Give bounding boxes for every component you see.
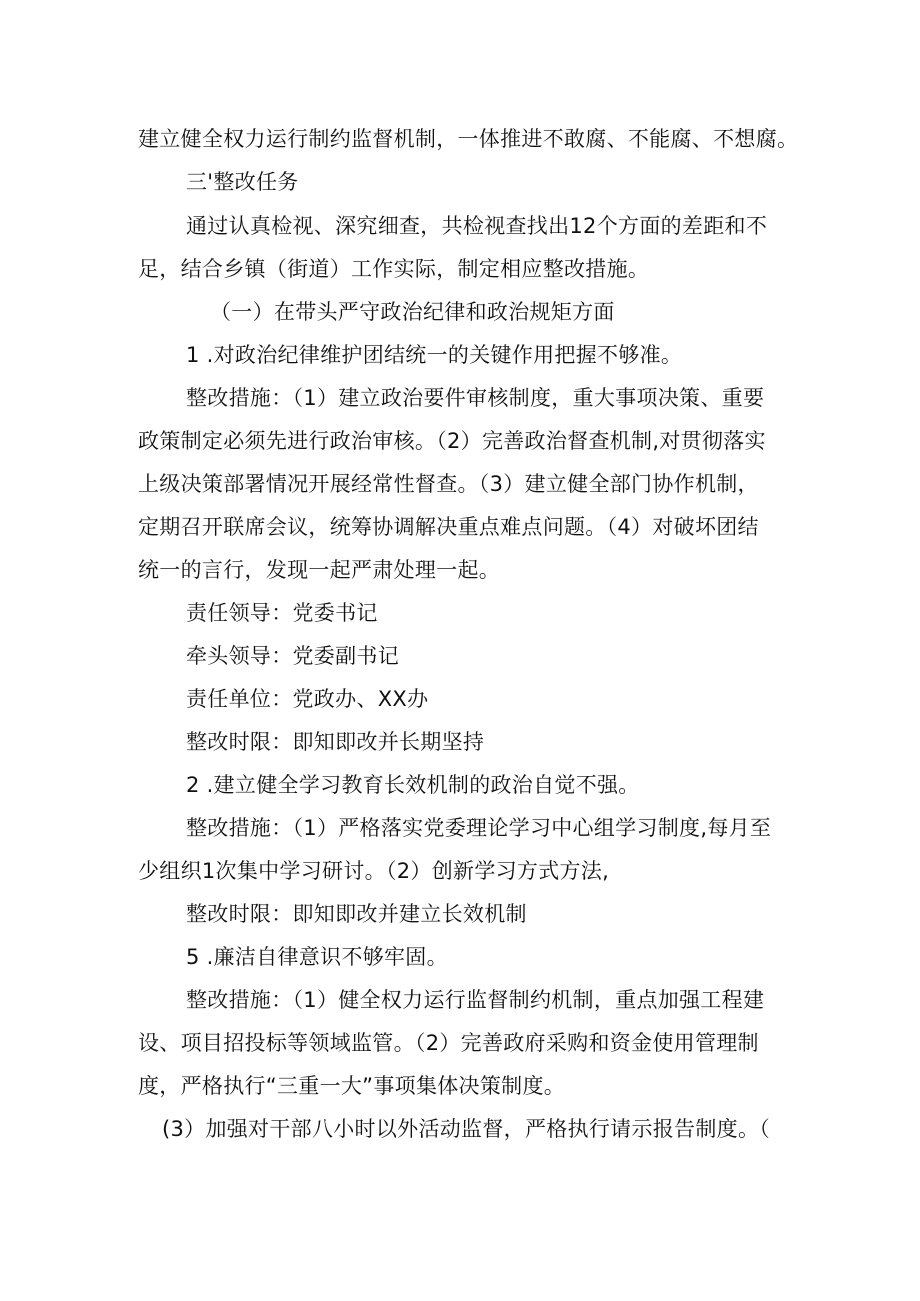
responsibility-line: 责任领导：党委书记 [186,601,378,625]
paragraph-line: 整改措施：（1）建立政治要件审核制度，重大事项决策、重要 [186,386,765,410]
paragraph-line: 设、项目招投标等领域监管。（2）完善政府采购和资金使用管理制 [138,1031,759,1055]
paragraph-line: 足，结合乡镇（街道）工作实际，制定相应整改措施。 [138,257,650,281]
deadline-line: 整改时限：即知即改并建立长效机制 [186,902,527,926]
paragraph-line: 政策制定必须先进行政治审核。（2）完善政治督查机制,对贯彻落实 [138,429,766,453]
paragraph-line: 建立健全权力运行制约监督机制，一体推进不敢腐、不能腐、不想腐。 [138,127,799,151]
paragraph-line: 整改措施：（1）严格落实党委理论学习中心组学习制度,每月至 [186,816,772,840]
paragraph-line: 整改措施：（1）健全权力运行监督制约机制，重点加强工程建 [186,988,765,1012]
item-heading: 5 .廉洁自律意识不够牢固。 [186,945,448,969]
paragraph-line: 上级决策部署情况开展经常性督查。（3）建立健全部门协作机制， [138,472,759,496]
paragraph-line: 统一的言行，发现一起严肃处理一起。 [138,558,501,582]
paragraph-line: 度，严格执行“三重一大”事项集体决策制度。 [138,1074,566,1098]
item-heading: 1 .对政治纪律维护团结统一的关键作用把握不够准。 [186,343,683,367]
paragraph-line: 少组织1次集中学习研讨。（2）创新学习方式方法, [138,859,610,883]
responsibility-line: 牵头领导：党委副书记 [186,644,399,668]
item-heading: 2 .建立健全学习教育长效机制的政治自觉不强。 [186,773,640,797]
subsection-heading: （一）在带头严守政治纪律和政治规矩方面 [210,300,615,324]
paragraph-line: 定期召开联席会议，统筹协调解决重点难点问题。（4）对破坏团结 [138,515,759,539]
section-heading: 三'整改任务 [186,170,299,194]
responsibility-line: 责任单位：党政办、XX办 [186,687,429,711]
deadline-line: 整改时限：即知即改并长期坚持 [186,730,485,754]
paragraph-line: 通过认真检视、深究细查，共检视查找出12个方面的差距和不 [186,214,768,238]
paragraph-line: (3）加强对干部八小时以外活动监督，严格执行请示报告制度。（ [162,1117,771,1141]
